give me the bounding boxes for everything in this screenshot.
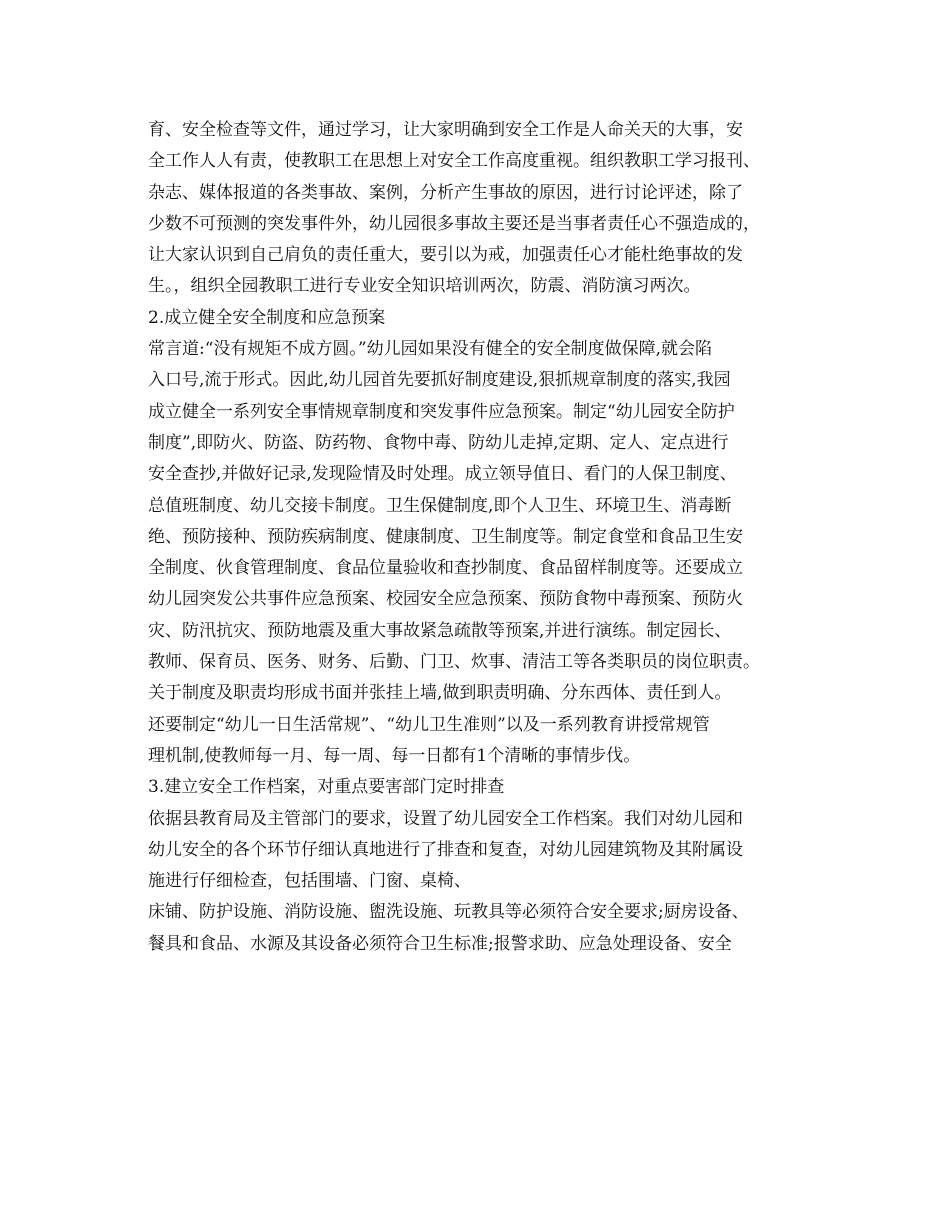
text-line: 餐具和食品、水源及其设备必须符合卫生标准;报警求助、应急处理设备、安全 [148,933,732,954]
text-line: 全制度、伙食管理制度、食品位量验收和查抄制度、食品留样制度等。还要成立 [148,558,743,579]
text-line: 制度”,即防火、防盗、防药物、食物中毒、防幼儿走掉,定期、定人、定点进行 [148,432,729,453]
text-line: 安全查抄,并做好记录,发现险情及时处理。成立领导值日、看门的人保卫制度、 [148,464,737,485]
section-heading: 2.成立健全安全制度和应急预案 [148,307,386,328]
text-line: 成立健全一系列安全事情规章制度和突发事件应急预案。制定“幼儿园安全防护 [148,401,735,422]
text-line: 幼儿安全的各个环节仔细认真地进行了排查和复查，对幼儿园建筑物及其附属设 [148,839,743,860]
section-heading: 3.建立安全工作档案，对重点要害部门定时排查 [148,777,505,798]
text-line: 还要制定“幼儿一日生活常规”、“幼儿卫生准则”以及一系列教育讲授常规管 [148,714,710,735]
text-line: 依据县教育局及主管部门的要求，设置了幼儿园安全工作档案。我们对幼儿园和 [148,808,743,829]
text-line: 幼儿园突发公共事件应急预案、校园安全应急预案、预防食物中毒预案、预防火 [148,589,743,610]
text-line: 全工作人人有责，使教职工在思想上对安全工作高度重视。组织教职工学习报刊、 [148,151,760,172]
document-body [148,115,828,960]
text-line: 常言道:“没有规矩不成方圆。”幼儿园如果没有健全的安全制度做保障,就会陷 [148,339,713,360]
text-line: 杂志、媒体报道的各类事故、案例，分析产生事故的原因，进行讨论评述，除了 [148,182,743,203]
text-line: 入口号,流于形式。因此,幼儿园首先要抓好制度建设,狠抓规章制度的落实,我园 [148,370,731,391]
text-line: 床铺、防护设施、消防设施、盥洗设施、玩教具等必须符合安全要求;厨房设备、 [148,902,749,923]
text-line: 让大家认识到自己肩负的责任重大，要引以为戒，加强责任心才能杜绝事故的发 [148,245,743,266]
text-line: 绝、预防接种、预防疾病制度、健康制度、卫生制度等。制定食堂和食品卫生安 [148,526,743,547]
text-line: 生。，组织全园教职工进行专业安全知识培训两次，防震、消防演习两次。 [148,276,701,297]
text-line: 少数不可预测的突发事件外，幼儿园很多事故主要还是当事者责任心不强造成的， [148,213,760,234]
text-line: 教师、保育员、医务、财务、后勤、门卫、炊事、清洁工等各类职员的岗位职责。 [148,652,760,673]
text-line: 育、安全检查等文件，通过学习，让大家明确到安全工作是人命关天的大事，安 [148,120,743,140]
text-line: 关于制度及职责均形成书面并张挂上墙,做到职责明确、分东西体、责任到人。 [148,683,732,704]
text-line: 理机制,使教师每一月、每一周、每一日都有1个清晰的事情步伐。 [148,745,641,766]
text-line: 施进行仔细检查，包括围墙、门窗、桌椅、 [148,871,471,892]
text-line: 灾、防汛抗灾、预防地震及重大事故紧急疏散等预案,并进行演练。制定园长、 [148,620,732,641]
text-line: 总值班制度、幼儿交接卡制度。卫生保健制度,即个人卫生、环境卫生、消毒断 [148,495,732,516]
